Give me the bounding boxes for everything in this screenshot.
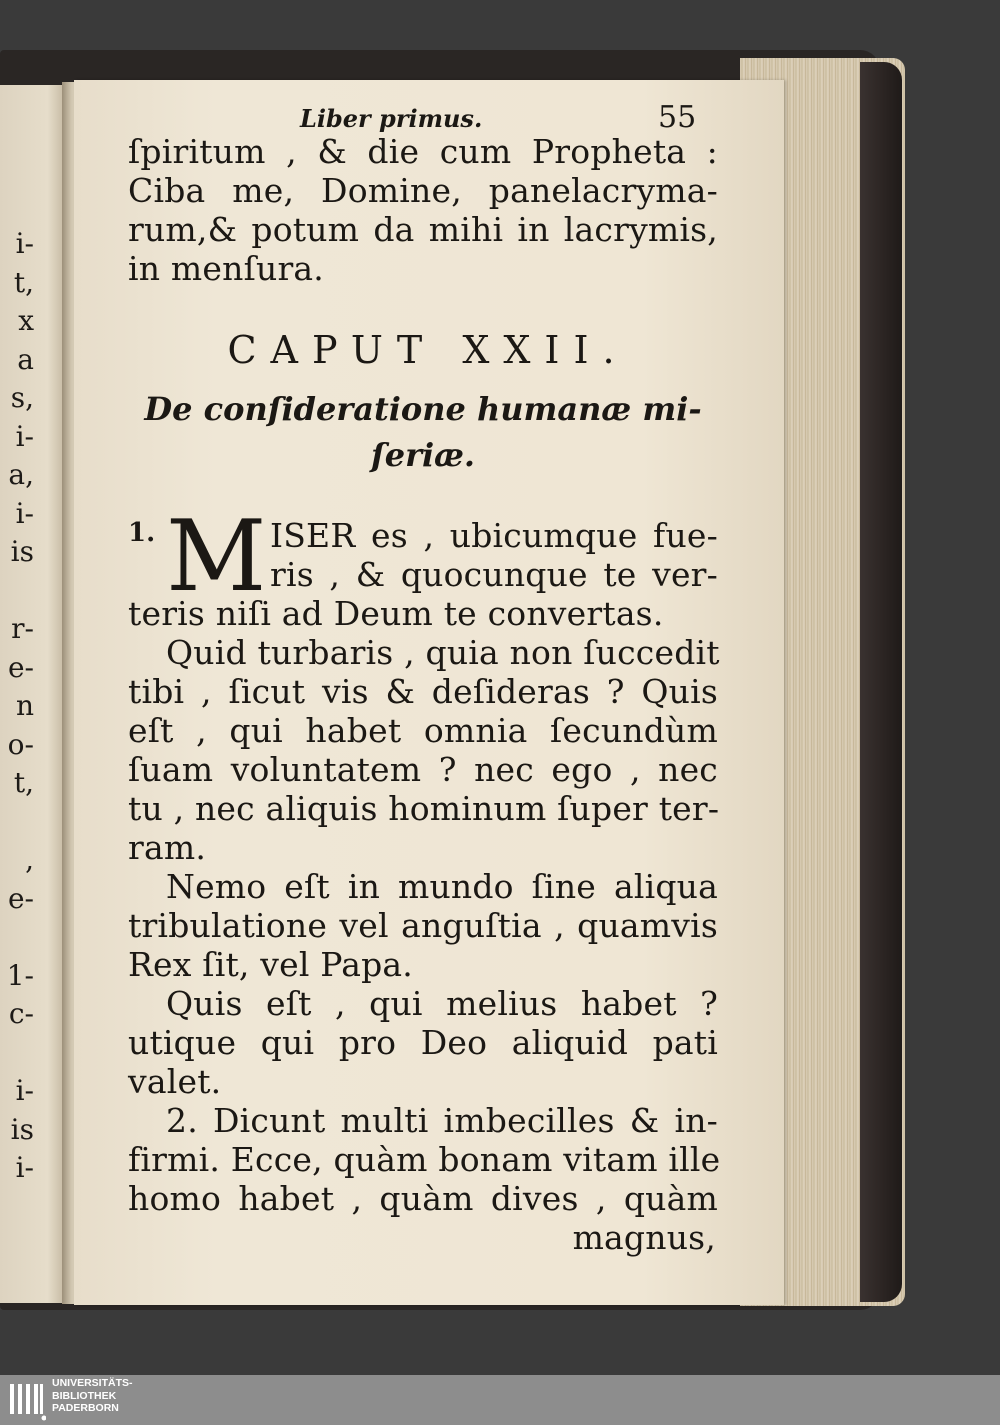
text-line: 2. Dicunt multi imbecilles & in- — [166, 1101, 718, 1140]
text-line: in menſura. — [128, 249, 324, 288]
library-name-line: BIBLIOTHEK — [52, 1389, 117, 1402]
text-line: Ciba me, Domine, panelacryma- — [128, 171, 718, 210]
margin-fragment: c- — [8, 997, 34, 1030]
margin-fragment: e- — [7, 650, 34, 684]
margin-fragment — [0, 1034, 34, 1073]
page-number: 55 — [658, 100, 697, 135]
text-line: ſpiritum , & die cum Propheta : — [128, 132, 718, 171]
running-title: Liber primus. — [300, 104, 483, 133]
margin-fragment: e- — [7, 881, 34, 915]
text-line: firmi. Ecce, quàm bonam vitam ille — [128, 1140, 721, 1179]
left-margin-fragments — [0, 225, 34, 1188]
margin-fragment — [0, 918, 34, 957]
text-line: tribulatione vel anguſtia , quamvis — [128, 906, 718, 945]
margin-fragment: i- — [15, 1151, 34, 1184]
text-line: valet. — [128, 1062, 222, 1101]
text-line: ris , & quocunque te ver- — [270, 555, 718, 594]
text-line: teris niſi ad Deum te convertas. — [128, 594, 664, 633]
margin-fragment: i- — [15, 419, 34, 453]
margin-fragment: is — [10, 1112, 34, 1146]
margin-fragment: i- — [15, 1074, 34, 1107]
text-line: tibi , ſicut vis & deſideras ? Quis — [128, 672, 718, 711]
running-head — [128, 98, 718, 135]
text-line: eſt , qui habet omnia ſecundùm — [128, 711, 718, 750]
margin-fragment: n — [15, 689, 34, 722]
book-spine — [860, 62, 902, 1302]
drop-cap: M — [166, 500, 267, 614]
text-line: utique qui pro Deo aliquid pati — [128, 1023, 718, 1062]
margin-fragment: i- — [15, 227, 34, 260]
text-line: ram. — [128, 828, 207, 867]
section-1 — [128, 500, 718, 633]
chapter-heading: CAPUT XXII. — [227, 328, 629, 372]
text-line: Nemo eſt in mundo ſine aliqua — [166, 867, 718, 906]
margin-fragment: x — [18, 304, 34, 337]
text-line: ſuam voluntatem ? nec ego , nec — [128, 750, 718, 789]
text-line: tu , nec aliquis hominum ſuper ter- — [128, 789, 720, 828]
left-page — [0, 85, 68, 1303]
margin-fragment: s, — [10, 381, 34, 414]
text-line: ISER es , ubicumque fue- — [270, 516, 718, 555]
text-line: rum,& potum da mihi in lacrymis, — [128, 210, 718, 249]
margin-fragment: a — [17, 342, 34, 376]
page-text — [128, 98, 721, 1257]
margin-fragment: t, — [13, 766, 34, 799]
text-line: homo habet , quàm dives , quàm — [128, 1179, 718, 1218]
footer-bar — [0, 1375, 1000, 1425]
text-line: Quis eſt , qui melius habet ? — [166, 984, 718, 1023]
margin-fragment: o- — [7, 727, 34, 761]
margin-fragment: a, — [8, 458, 34, 491]
margin-fragment — [0, 572, 34, 611]
margin-fragment — [0, 803, 34, 842]
chapter-subtitle-line: De conſideratione humanæ mi- — [144, 390, 702, 428]
text-line: Rex ſit, vel Papa. — [128, 945, 413, 984]
text-line: Quid turbaris , quia non ſuccedit — [166, 633, 720, 672]
library-name — [52, 1377, 133, 1415]
margin-fragment: r- — [11, 612, 34, 645]
margin-fragment: t, — [13, 265, 34, 299]
section-number: 1. — [128, 518, 156, 548]
library-name-line: PADERBORN — [52, 1402, 119, 1414]
library-name-line: UNIVERSITÄTS- — [52, 1377, 133, 1389]
margin-fragment: , — [25, 843, 34, 876]
margin-fragment: is — [10, 535, 34, 568]
margin-fragment: i- — [15, 496, 34, 530]
margin-fragment: 1- — [6, 958, 34, 992]
catchword: magnus, — [572, 1218, 716, 1257]
chapter-subtitle-line: ſeriæ. — [370, 436, 476, 474]
library-logo-icon — [8, 1380, 46, 1422]
